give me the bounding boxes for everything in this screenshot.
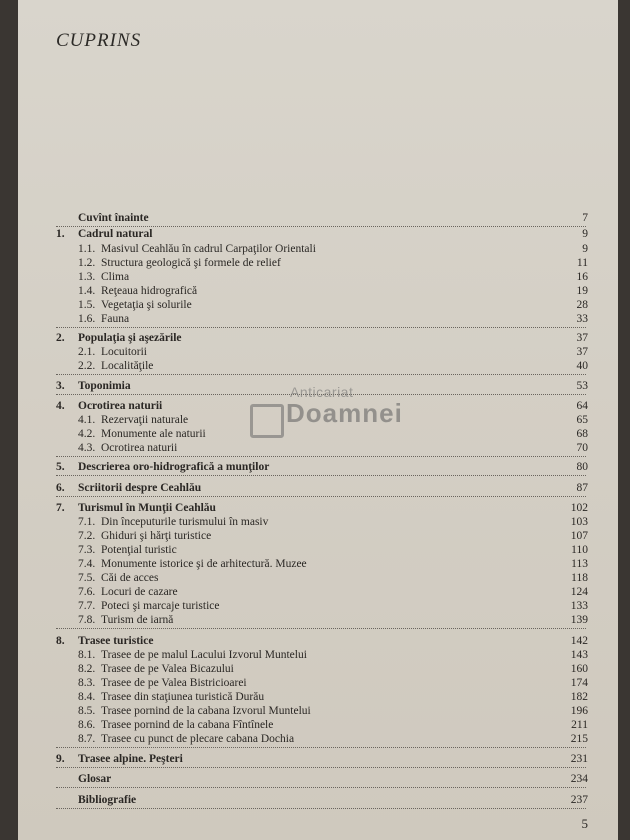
toc-entry-page: 16 [576, 271, 588, 283]
toc-entry-title: Monumente ale naturii [101, 428, 206, 440]
toc-entry-number: 8.1. [78, 649, 96, 661]
toc-entry-title: Vegetaţia şi solurile [101, 299, 192, 311]
toc-entry-page: 142 [570, 635, 588, 647]
toc-entry-title: Din începuturile turismului în masiv [101, 516, 269, 528]
toc-entry-title: Descrierea oro-hidrografică a munţilor [78, 461, 270, 473]
toc-entry-title: Trasee de pe Valea Bistricioarei [101, 677, 247, 689]
toc-entry-number: 2. [56, 332, 65, 344]
toc-entry-page: 33 [576, 313, 588, 325]
toc-entry-number: 6. [56, 482, 65, 494]
toc-entry-page: 102 [570, 502, 588, 514]
toc-entry-number: 1.5. [78, 299, 96, 311]
toc-entry-title: Fauna [101, 313, 130, 325]
toc-entry-page: 40 [576, 360, 588, 372]
toc-entry [18, 331, 618, 345]
toc-divider [56, 374, 586, 375]
watermark-small-text: Anticariat [290, 384, 354, 400]
toc-entry-title: Toponimia [78, 380, 131, 392]
toc-entry-title: Locuri de cazare [101, 586, 178, 598]
toc-entry-number: 4.2. [78, 428, 96, 440]
toc-entry-page: 107 [570, 530, 588, 542]
toc-entry-number: 4.3. [78, 442, 96, 454]
toc-entry-page: 234 [570, 773, 588, 785]
toc-entry-page: 211 [571, 719, 588, 731]
toc-entry-title: Trasee pornind de la cabana Izvorul Muntelui [101, 705, 311, 717]
toc-divider [56, 628, 586, 629]
toc-entry-number: 1.4. [78, 285, 96, 297]
toc-entry [18, 211, 618, 225]
page-title: CUPRINS [56, 30, 142, 51]
toc-entry-page: 143 [570, 649, 588, 661]
toc-entry-title: Trasee pornind de la cabana Fîntînele [101, 719, 274, 731]
toc-entry-title: Căi de acces [101, 572, 159, 584]
toc-entry-title: Potenţial turistic [101, 544, 177, 556]
toc-entry [18, 557, 618, 571]
toc-entry-number: 1. [56, 228, 65, 240]
toc-entry [18, 529, 618, 543]
toc-entry-number: 1.6. [78, 313, 96, 325]
toc-entry-page: 64 [576, 400, 588, 412]
toc-entry-page: 231 [570, 753, 588, 765]
toc-entry [18, 501, 618, 515]
toc-entry [18, 515, 618, 529]
toc-divider [56, 747, 586, 748]
toc-divider [56, 787, 586, 788]
toc-entry-title: Cuvînt înainte [78, 212, 149, 224]
toc-entry-page: 113 [571, 558, 588, 570]
toc-entry-number: 1.1. [78, 243, 96, 255]
toc-entry-number: 8.6. [78, 719, 96, 731]
toc-entry-page: 87 [576, 482, 588, 494]
toc-entry-page: 9 [582, 243, 588, 255]
toc-entry [18, 227, 618, 241]
toc-entry [18, 359, 618, 373]
toc-entry [18, 585, 618, 599]
toc-entry [18, 634, 618, 648]
toc-entry-page: 237 [570, 794, 588, 806]
toc-entry-title: Structura geologică şi formele de relief [101, 257, 281, 269]
toc-entry-title: Populaţia şi aşezările [78, 332, 182, 344]
toc-entry-number: 4.1. [78, 414, 96, 426]
toc-divider [56, 327, 586, 328]
toc-entry-number: 8.7. [78, 733, 96, 745]
toc-entry-number: 7.4. [78, 558, 96, 570]
toc-entry [18, 772, 618, 786]
toc-entry [18, 676, 618, 690]
toc-entry-title: Clima [101, 271, 130, 283]
toc-entry-number: 7.2. [78, 530, 96, 542]
toc-entry-number: 7.8. [78, 614, 96, 626]
toc-entry-title: Poteci şi marcaje turistice [101, 600, 220, 612]
toc-entry-page: 28 [576, 299, 588, 311]
toc-entry [18, 270, 618, 284]
toc-entry-page: 196 [570, 705, 588, 717]
toc-entry-page: 37 [576, 346, 588, 358]
toc-entry-title: Trasee turistice [78, 635, 154, 647]
toc-entry-page: 68 [576, 428, 588, 440]
toc-entry-title: Trasee de pe malul Lacului Izvorul Muntelui [101, 649, 307, 661]
toc-entry-page: 182 [570, 691, 588, 703]
toc-entry-title: Monumente istorice şi de arhitectură. Muzee [101, 558, 307, 570]
toc-entry-number: 8.4. [78, 691, 96, 703]
book-page [18, 0, 618, 840]
toc-entry-page: 80 [576, 461, 588, 473]
toc-entry-page: 133 [570, 600, 588, 612]
toc-entry-page: 124 [570, 586, 588, 598]
watermark-box-icon [250, 404, 284, 438]
toc-divider [56, 767, 586, 768]
toc-entry-number: 1.3. [78, 271, 96, 283]
toc-entry-number: 9. [56, 753, 65, 765]
toc-entry-page: 65 [576, 414, 588, 426]
toc-entry-title: Trasee cu punct de plecare cabana Dochia [101, 733, 295, 745]
toc-entry [18, 690, 618, 704]
toc-entry-title: Glosar [78, 773, 112, 785]
toc-entry [18, 460, 618, 474]
page-number: 5 [581, 816, 588, 831]
toc-entry [18, 704, 618, 718]
toc-entry-number: 3. [56, 380, 65, 392]
toc-entry [18, 481, 618, 495]
toc-entry-title: Trasee din staţiunea turistică Durău [101, 691, 265, 703]
toc-entry-page: 160 [570, 663, 588, 675]
toc-entry-title: Ghiduri şi hărţi turistice [101, 530, 212, 542]
toc-divider [56, 496, 586, 497]
toc-entry-number: 1.2. [78, 257, 96, 269]
toc-entry-title: Trasee alpine. Peşteri [78, 753, 183, 765]
toc-entry-title: Turism de iarnă [101, 614, 174, 626]
toc-entry-number: 4. [56, 400, 65, 412]
toc-entry-number: 7.7. [78, 600, 96, 612]
toc-entry [18, 312, 618, 326]
toc-entry-page: 103 [570, 516, 588, 528]
toc-entry-page: 53 [576, 380, 588, 392]
toc-entry-title: Localităţile [101, 360, 154, 372]
toc-divider [56, 808, 586, 809]
toc-entry [18, 648, 618, 662]
toc-entry-number: 7.6. [78, 586, 96, 598]
toc-entry-page: 7 [582, 212, 588, 224]
toc-entry [18, 298, 618, 312]
toc-entry-title: Reţeaua hidrografică [101, 285, 198, 297]
toc-entry-title: Locuitorii [101, 346, 147, 358]
toc-divider [56, 456, 586, 457]
toc-entry-page: 139 [570, 614, 588, 626]
toc-entry [18, 613, 618, 627]
watermark-logo [250, 384, 420, 442]
toc-entry [18, 284, 618, 298]
toc-entry-number: 8.3. [78, 677, 96, 689]
toc-entry [18, 571, 618, 585]
toc-entry-page: 110 [571, 544, 588, 556]
toc-entry-title: Rezervaţii naturale [101, 414, 189, 426]
toc-entry [18, 599, 618, 613]
toc-entry-number: 7. [56, 502, 65, 514]
toc-entry-page: 118 [571, 572, 588, 584]
toc-entry [18, 242, 618, 256]
toc-entry [18, 345, 618, 359]
toc-entry-title: Scriitorii despre Ceahlău [78, 482, 202, 494]
toc-entry [18, 793, 618, 807]
toc-entry-title: Masivul Ceahlău în cadrul Carpaţilor Orientali [101, 243, 316, 255]
toc-entry [18, 441, 618, 455]
toc-entry-page: 174 [570, 677, 588, 689]
toc-entry-number: 2.1. [78, 346, 96, 358]
toc-entry-title: Trasee de pe Valea Bicazului [101, 663, 234, 675]
toc-entry-number: 8. [56, 635, 65, 647]
toc-entry-number: 7.3. [78, 544, 96, 556]
toc-entry [18, 732, 618, 746]
toc-entry-page: 9 [582, 228, 588, 240]
toc-entry-title: Ocrotirea naturii [78, 400, 163, 412]
toc-entry [18, 718, 618, 732]
toc-entry-title: Turismul în Munţii Ceahlău [78, 502, 216, 514]
toc-entry-title: Cadrul natural [78, 228, 153, 240]
toc-entry-page: 19 [576, 285, 588, 297]
toc-entry-number: 8.5. [78, 705, 96, 717]
toc-entry [18, 662, 618, 676]
toc-entry-number: 7.5. [78, 572, 96, 584]
toc-entry-number: 5. [56, 461, 65, 473]
toc-entry [18, 752, 618, 766]
toc-entry-page: 37 [576, 332, 588, 344]
toc-entry-number: 2.2. [78, 360, 96, 372]
toc-entry-page: 70 [576, 442, 588, 454]
toc-entry-title: Bibliografie [78, 794, 137, 806]
watermark-big-text: Doamnei [286, 398, 403, 428]
toc-entry [18, 543, 618, 557]
toc-divider [56, 475, 586, 476]
toc-entry [18, 256, 618, 270]
toc-entry-page: 215 [570, 733, 588, 745]
toc-entry-number: 7.1. [78, 516, 96, 528]
toc-entry-title: Ocrotirea naturii [101, 442, 178, 454]
toc-entry-number: 8.2. [78, 663, 96, 675]
toc-entry-page: 11 [576, 257, 588, 269]
